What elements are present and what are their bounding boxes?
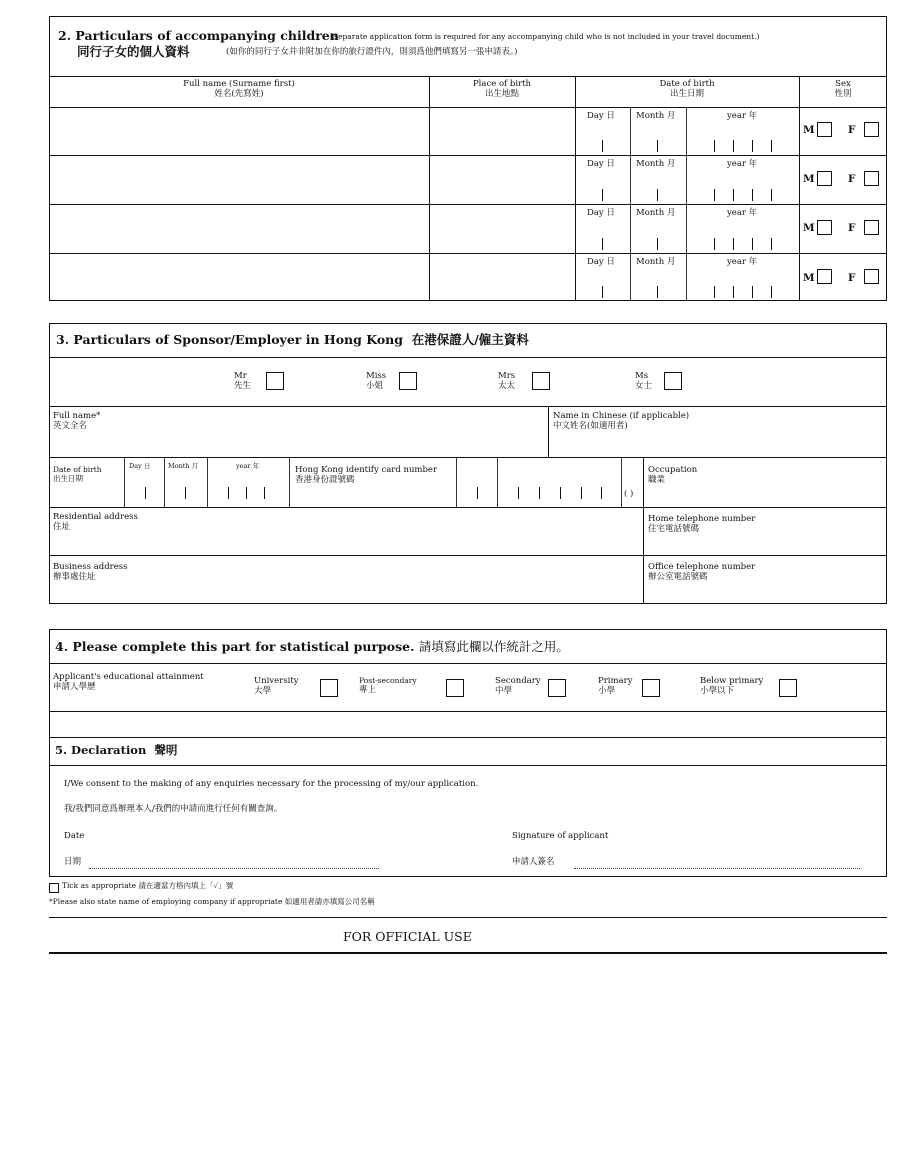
section-2-note-zh: (如你的同行子女并非附加在你的旅行證件內，則須爲他們填寫另一張申請表。): [226, 47, 518, 57]
date-label-en: Date: [64, 831, 85, 841]
date-label-zh: 日期: [64, 857, 82, 867]
sex-m-label: M: [803, 124, 815, 136]
section-2-title: 2. Particulars of accompanying children: [58, 28, 339, 43]
tick-note: Tick as appropriate 請在適當方格內填上「✓」號: [62, 881, 234, 890]
title-ms-checkbox[interactable]: [664, 372, 682, 390]
edu-primary-checkbox[interactable]: [642, 679, 660, 697]
signature-label-zh: 申請人簽名: [512, 857, 555, 867]
edu-university-label: University 大學: [254, 676, 299, 696]
day-label: Day 日: [587, 111, 615, 121]
edu-below-primary-label: Below primary 小學以下: [700, 676, 764, 696]
day-label: Day 日: [587, 208, 615, 218]
section-4-title: 4. Please complete this part for statistical purpose. 請填寫此欄以作統計之用。: [55, 639, 569, 654]
title-ms-label: Ms 女士: [635, 371, 653, 391]
col-sex-header: Sex 性別: [834, 79, 852, 99]
chinese-name-label: Name in Chinese (if applicable) 中文姓名(如適用者): [553, 411, 690, 431]
sex-m-checkbox[interactable]: [817, 171, 832, 186]
section-2-note: (Separate application form is required for any accompanying child who is not included in your travel document.): [330, 32, 760, 41]
col-pob-header: Place of birth 出生地點: [472, 79, 532, 99]
sex-m-label: M: [803, 222, 815, 234]
occupation-label: Occupation 職業: [648, 465, 698, 485]
sex-f-label: F: [848, 272, 856, 284]
title-mr-label: Mr 先生: [234, 371, 252, 391]
day-label: Day 日: [587, 159, 615, 169]
title-mrs-checkbox[interactable]: [532, 372, 550, 390]
signature-field[interactable]: [574, 868, 860, 869]
sex-m-checkbox[interactable]: [817, 269, 832, 284]
consent-zh: 我/我們同意爲辦理本人/我們的申請而進行任何有關查詢。: [64, 804, 283, 814]
day-label: Day 日: [587, 257, 615, 267]
section-2-title-zh: 同行子女的個人資料: [77, 44, 190, 59]
edu-post-secondary-checkbox[interactable]: [446, 679, 464, 697]
edu-post-secondary-label: Post-secondary 專上: [359, 676, 417, 695]
month-label: Month 月: [636, 111, 676, 121]
sponsor-year-label: year 年: [236, 462, 260, 470]
official-use-heading: FOR OFFICIAL USE: [343, 929, 472, 944]
consent-en: I/We consent to the making of any enquiries necessary for the processing of my/our application.: [64, 779, 479, 789]
month-label: Month 月: [636, 208, 676, 218]
title-miss-checkbox[interactable]: [399, 372, 417, 390]
month-label: Month 月: [636, 257, 676, 267]
hkid-label: Hong Kong identify card number 香港身份證號碼: [295, 465, 438, 485]
col-name-header: Full name (Surname first) 姓名(先寫姓): [183, 79, 295, 99]
col-dob-header: Date of birth 出生日期: [659, 79, 715, 99]
business-address-label: Business address 辦事處住址: [53, 562, 128, 582]
sex-f-checkbox[interactable]: [864, 220, 879, 235]
sex-m-label: M: [803, 173, 815, 185]
sex-m-label: M: [803, 272, 815, 284]
sponsor-dob-label: Date of birth 出生日期: [53, 465, 102, 483]
edu-primary-label: Primary 小學: [598, 676, 633, 696]
sex-m-checkbox[interactable]: [817, 220, 832, 235]
year-label: year 年: [727, 208, 758, 218]
office-tel-label: Office telephone number 辦公室電話號碼: [648, 562, 756, 582]
sex-f-checkbox[interactable]: [864, 122, 879, 137]
title-miss-label: Miss 小姐: [366, 371, 387, 391]
sponsor-month-label: Month 月: [168, 462, 199, 470]
edu-below-primary-checkbox[interactable]: [779, 679, 797, 697]
edu-secondary-label: Secondary 中學: [495, 676, 541, 696]
home-tel-label: Home telephone number 住宅電話號碼: [648, 514, 756, 534]
hkid-check-digit: ( ): [624, 489, 634, 499]
section-5-title: 5. Declaration 聲明: [55, 743, 178, 757]
title-mrs-label: Mrs 太太: [498, 371, 516, 391]
section-3-title: 3. Particulars of Sponsor/Employer in Hong Kong 在港保證人/僱主資料: [56, 332, 529, 347]
sponsor-day-label: Day 日: [129, 462, 151, 470]
date-field[interactable]: [89, 868, 379, 869]
tick-legend-box-icon: [49, 883, 59, 893]
title-mr-checkbox[interactable]: [266, 372, 284, 390]
year-label: year 年: [727, 111, 758, 121]
sex-f-label: F: [848, 173, 856, 185]
sex-f-label: F: [848, 222, 856, 234]
year-label: year 年: [727, 257, 758, 267]
fullname-label: Full name* 英文全名: [53, 411, 101, 431]
sex-m-checkbox[interactable]: [817, 122, 832, 137]
edu-university-checkbox[interactable]: [320, 679, 338, 697]
edu-secondary-checkbox[interactable]: [548, 679, 566, 697]
residential-address-label: Residential address 住址: [53, 512, 138, 532]
month-label: Month 月: [636, 159, 676, 169]
sex-f-checkbox[interactable]: [864, 269, 879, 284]
sex-f-checkbox[interactable]: [864, 171, 879, 186]
year-label: year 年: [727, 159, 758, 169]
education-label: Applicant's educational attainment 申請人學歷: [53, 672, 204, 692]
star-note: *Please also state name of employing company if appropriate 如適用者請亦填寫公司名稱: [49, 897, 375, 906]
signature-label-en: Signature of applicant: [512, 831, 609, 841]
sex-f-label: F: [848, 124, 856, 136]
